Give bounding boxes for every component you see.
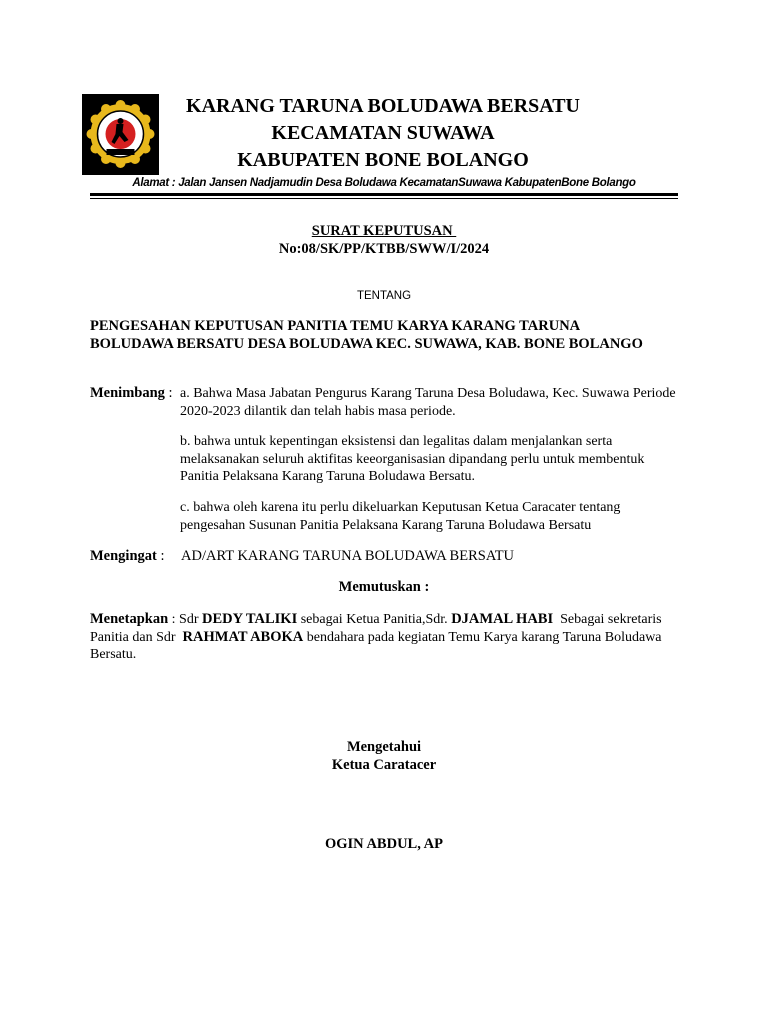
- header-divider-thick: [90, 193, 678, 196]
- karang-taruna-emblem-icon: [82, 94, 159, 175]
- regency-name: KABUPATEN BONE BOLANGO: [237, 149, 529, 171]
- organization-logo: [82, 94, 159, 175]
- signatory-name: OGIN ABDUL, AP: [324, 836, 444, 852]
- decision-heading: Memutuskan :: [338, 579, 430, 595]
- decree-subject: PENGESAHAN KEPUTUSAN PANITIA TEMU KARYA KARANG TARUNA BOLUDAWA BERSATU DESA BOLUDAWA KEC. SUWAWA, KAB. BONE BOLANGO: [90, 318, 643, 352]
- signature-role: Ketua Caratacer: [331, 757, 437, 773]
- menimbang-item-a: a. Bahwa Masa Jabatan Pengurus Karang Taruna Desa Boludawa, Kec. Suwawa Periode 2020-2023 dilantik dan telah habis masa periode.: [180, 386, 676, 419]
- menimbang-item-c: c. bahwa oleh karena itu perlu dikeluarkan Keputusan Ketua Caracater tentang pengesahan Susunan Panitia Pelaksana Karang Taruna Boludawa Bersatu: [180, 500, 621, 533]
- menimbang-label: Menimbang: [90, 385, 165, 401]
- mengingat-label-row: Mengingat :: [90, 548, 165, 564]
- signature-acknowledged: Mengetahui: [346, 739, 422, 755]
- chairman-name: DEDY TALIKI: [202, 611, 298, 627]
- menimbang-label-row: Menimbang :: [90, 385, 177, 401]
- menetapkan-paragraph: Menetapkan : Sdr DEDY TALIKI sebagai Ketua Panitia,Sdr. DJAMAL HABI Sebagai sekretaris Panitia dan Sdr RAHMAT ABOKA bendahara pada kegiatan Temu Karya karang Taruna Boludawa Bersatu.: [90, 611, 666, 662]
- header-divider-thin: [90, 198, 678, 199]
- menimbang-item-b: b. bahwa untuk kepentingan eksistensi dan legalitas dalam menjalankan serta melaksanakan seluruh aktifitas keeorganisasian dipandang perlu untuk membentuk Panitia Pelaksana Karang Taruna Boludawa Bersatu.: [180, 434, 645, 484]
- decree-number: No:08/SK/PP/KTBB/SWW/I/2024: [278, 241, 490, 257]
- mengingat-value: AD/ART KARANG TARUNA BOLUDAWA BERSATU: [181, 548, 515, 564]
- treasurer-name: RAHMAT ABOKA: [182, 628, 304, 645]
- decree-title: SURAT KEPUTUSAN: [311, 223, 457, 239]
- organization-name: KARANG TARUNA BOLUDAWA BERSATU: [186, 95, 580, 117]
- secretary-name: DJAMAL HABI: [451, 611, 554, 627]
- mengingat-label: Mengingat: [90, 548, 157, 564]
- address-line: Alamat : Jalan Jansen Nadjamudin Desa Boludawa KecamatanSuwawa KabupatenBone Bolango: [132, 177, 636, 189]
- about-heading: TENTANG: [356, 290, 412, 302]
- menetapkan-label: Menetapkan: [90, 611, 169, 627]
- district-name: KECAMATAN SUWAWA: [271, 122, 495, 144]
